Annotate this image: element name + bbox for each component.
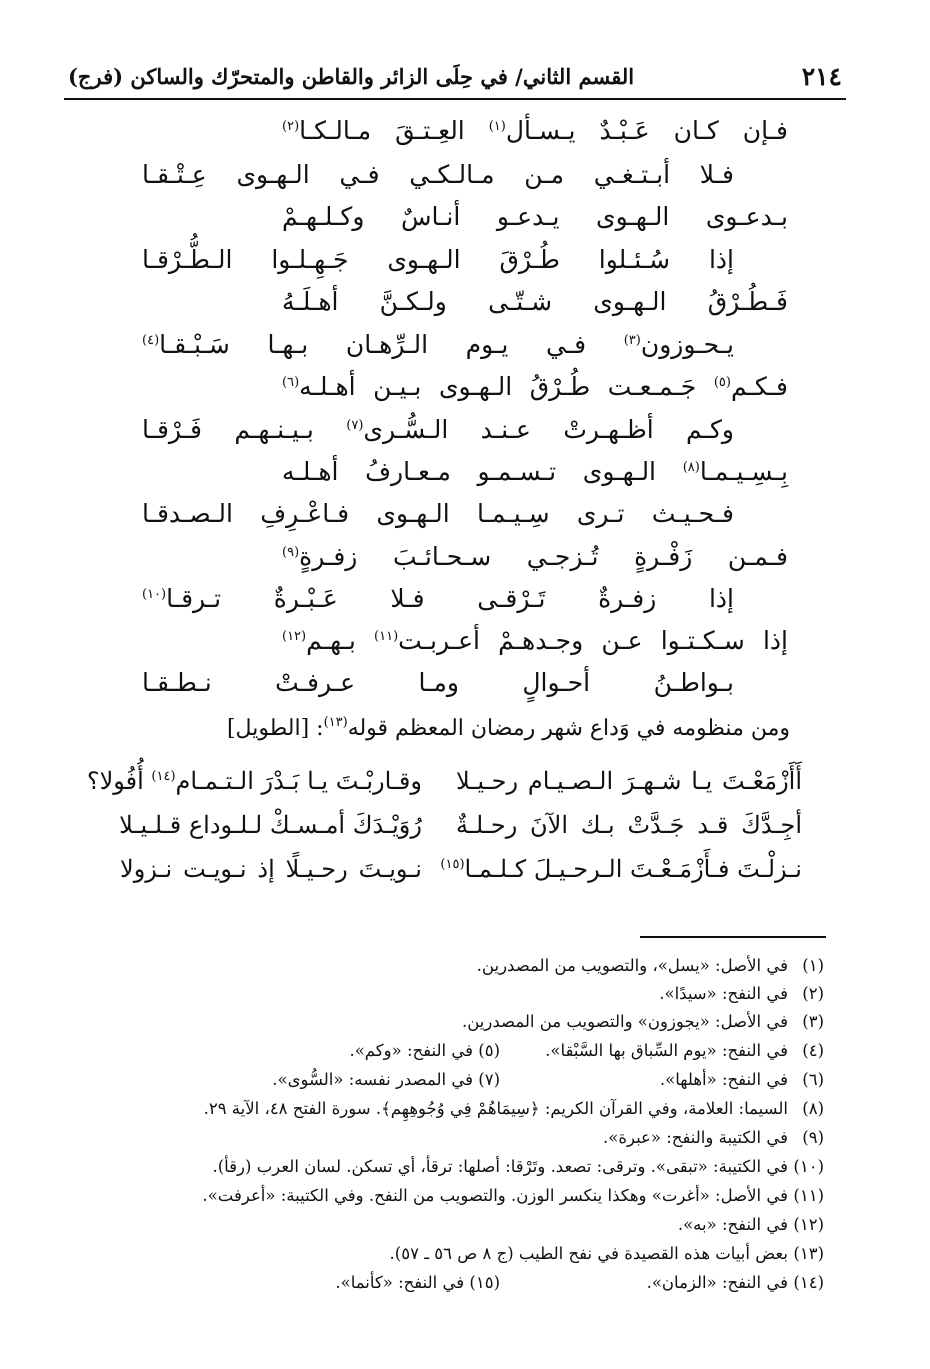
- poem-line: فـلا أبـتـغـي مـن مـالـكـي فـي الـهـوى عِـتْـقـا: [142, 160, 734, 189]
- footnote-ref: (١٣): [323, 715, 348, 730]
- couplet-second-hemistich: نـويـتَ رحـيـلًا إذ نـويـت نـزولا: [120, 855, 422, 883]
- footnote: (١٤)في النفح: «الزمان».: [646, 1273, 824, 1292]
- poem-line: يـحـوزون$^{(٣)}$ فـي يـوم الـرِّهـان بـهـا سَـبْـقـا$^{(٤)}$: [142, 330, 734, 359]
- footnote-ref: (٥): [713, 375, 731, 390]
- footnote-ref: (٧): [346, 418, 364, 433]
- footnote: (٢)في النفح: «سيدًا».: [659, 984, 824, 1003]
- footnote-ref: (١٤): [151, 769, 176, 784]
- intro-paragraph: ومن منظومه في وَداع شهر رمضان المعظم قوله$^{(١٣)}$: [الطويل]: [226, 715, 790, 741]
- header-rule: [64, 98, 846, 100]
- couplet-first-hemistich: نـزلْـتَ فـأَزْمَـعْـتَ الـرحـيـلَ كـلـمـا$^{(١٥)}$: [440, 855, 802, 883]
- poem-line: إذا زفـرةٌ تَـرْقـى فـلا عَـبْـرةٌ تـرقـا$^{(١٠)}$: [142, 584, 734, 613]
- footnote-ref: (١٢): [282, 629, 307, 644]
- poem-line: فـإن كـان عَـبْـدٌ يـسـأل$^{(١)}$ العِـتـقَ مـالـكـا$^{(٢)}$: [282, 116, 788, 145]
- poem-line: فـكـم$^{(٥)}$ جَـمـعـت طُـرْقُ الـهـوى بـيـن أهـلـه$^{(٦)}$: [282, 372, 788, 401]
- poem-line: بِـسِـيـمـا$^{(٨)}$ الـهـوى تـسـمـو مـعـارفُ أهـلـه: [282, 457, 788, 486]
- footnote: (١٣)بعض أبيات هذه القصيدة في نفح الطيب (ج ٨ ص ٥٦ ـ ٥٧).: [389, 1244, 824, 1263]
- poem-line: بـدعـوى الـهـوى يـدعـو أنـاسٌ وكـلـهـمْ: [282, 202, 788, 231]
- couplet-second-hemistich: رُوَيْـدَكَ أمـسـكْ لـلـوداع قـلـيـلا: [119, 811, 422, 839]
- poem-line: فـمـن زَفْـرةٍ تُـزجـي سـحـائـبَ زفـرةٍ$^{(٩)}$: [282, 542, 788, 571]
- footnote: (٩)في الكتيبة والنفح: «عبرة».: [602, 1128, 824, 1147]
- footnote: (١١)في الأصل: «أغرت» وهكذا ينكسر الوزن. والتصويب من النفح. وفي الكتيبة: «أعرفت».: [202, 1186, 824, 1205]
- poem-line: بـواطـنُ أحـوالٍ ومـا عـرفـتْ نـطـقـا: [142, 668, 734, 697]
- footnote-ref: (١٠): [142, 587, 167, 602]
- couplet-second-hemistich: وقـاربْـتَ يـا بَـدْرَ الـتـمـام$^{(١٤)}$ أُفُولا؟: [86, 767, 422, 795]
- poem-line: فَـطُـرْقُ الـهـوى شـتّـى ولـكـنَّ أهـلَـهُ: [282, 287, 788, 316]
- footnote-rule: [640, 936, 826, 938]
- footnote: (٧) في المصدر نفسه: «السُّوى».: [272, 1070, 500, 1089]
- couplet-first-hemistich: أَأَزْمَعْـتَ يـا شـهـرَ الـصـيـام رحـيـلا: [456, 767, 802, 795]
- footnote-ref: (٨): [682, 460, 700, 475]
- footnote-ref: (٣): [623, 333, 641, 348]
- footnote: (١٢)في النفح: «به».: [677, 1215, 824, 1234]
- footnote: (٦)في النفح: «أهلها».: [659, 1070, 824, 1089]
- footnote: (١)في الأصل: «يسل»، والتصويب من المصدرين.: [476, 956, 824, 975]
- poem-line: فـحـيـث تـرى سِـيـمـا الـهـوى فـاعْـرِفِ الـصـدقـا: [142, 499, 734, 528]
- poem-line: إذا سـكـتـوا عـن وجـدهـمْ أعـربـت$^{(١١)}$ بـهـم$^{(١٢)}$: [282, 626, 788, 655]
- footnote-ref: (٤): [142, 333, 160, 348]
- footnote-ref: (١): [488, 119, 506, 134]
- footnote: (١٥) في النفح: «كأنما».: [335, 1273, 500, 1292]
- poem-line: إذا سُـئـلوا طُـرْقَ الـهـوى جَـهِـلـوا الـطُّـرْقـا: [142, 245, 734, 274]
- poem-line: وكـم أظـهـرتْ عـنـد الـسُّـرى$^{(٧)}$ بـيـنـهـم فَـرْقـا: [142, 415, 734, 444]
- footnote: (٣)في الأصل: «يجوزون» والتصويب من المصدرين.: [461, 1012, 824, 1031]
- footnote: (١٠)في الكتيبة: «تبقى». وترقى: تصعد. وتَرْقا: أصلها: ترقأ، أي تسكن. لسان العرب (رقأ).: [212, 1157, 824, 1176]
- footnote-ref: (٦): [282, 375, 300, 390]
- footnote-ref: (٢): [282, 119, 300, 134]
- page-number: ٢١٤: [801, 62, 842, 91]
- footnote-ref: (٩): [282, 545, 300, 560]
- footnote: (٤)في النفح: «يوم السِّباق بها السَّبْقا».: [545, 1041, 824, 1060]
- footnote: (٥) في النفح: «وكم».: [349, 1041, 500, 1060]
- footnote-ref: (١١): [374, 629, 399, 644]
- running-title: القسم الثاني/ في حِلَى الزائر والقاطن والمتحرّك والساكن (فرج): [68, 64, 635, 89]
- footnote-ref: (١٥): [440, 857, 465, 872]
- couplet-first-hemistich: أجِـدَّكَ قـد جَـدَّتْ بـك الآنَ رحـلـةٌ: [456, 811, 802, 839]
- footnote: (٨)السيما: العلامة، وفي القرآن الكريم: ﴿سِيمَاهُمْ فِي وُجُوهِهِم﴾. سورة الفتح ٤٨، الآية ٢٩.: [203, 1099, 824, 1118]
- running-header: [64, 60, 846, 96]
